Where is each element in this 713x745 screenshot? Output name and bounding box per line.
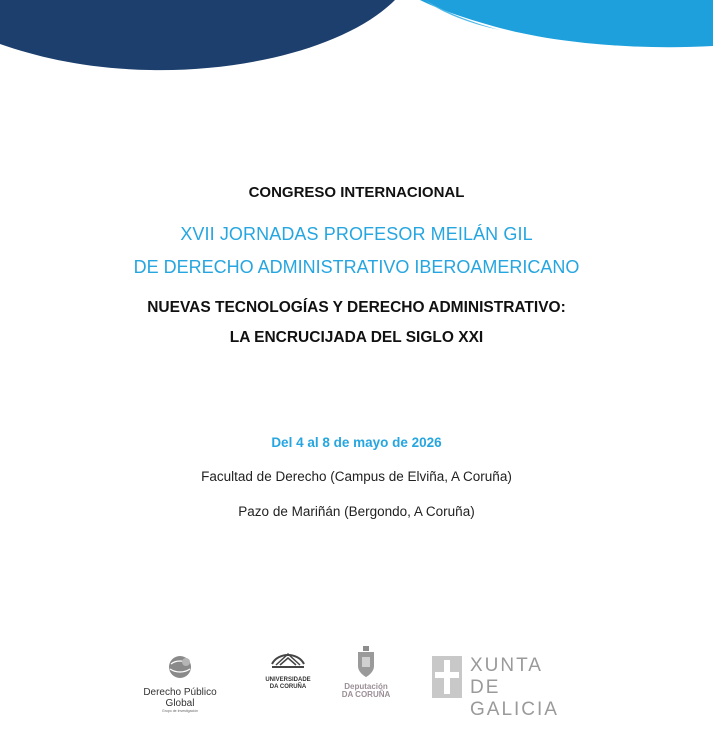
udc-line-1: UNIVERSIDADE xyxy=(265,677,311,683)
udc-line-2: DA CORUÑA xyxy=(269,684,307,690)
xunta-cross-icon xyxy=(432,656,462,698)
subtitle-line-2: LA ENCRUCIJADA DEL SIGLO XXI xyxy=(229,329,484,346)
udc-emblem-icon xyxy=(268,650,308,672)
globe-icon xyxy=(166,654,194,680)
dpg-sub: Grupo de Investigación xyxy=(162,709,198,713)
dpg-name: Derecho Público Global xyxy=(143,687,217,709)
title-line-1: XVII JORNADAS PROFESOR MEILÁN GIL xyxy=(180,224,533,244)
dep-line-2: DA CORUÑA xyxy=(341,690,391,699)
venue-2: Pazo de Mariñán (Bergondo, A Coruña) xyxy=(238,504,475,519)
event-dates: Del 4 al 8 de mayo de 2026 xyxy=(271,435,442,450)
congress-kicker: CONGRESO INTERNACIONAL xyxy=(248,184,465,201)
dep-line-1: Deputación xyxy=(344,682,388,691)
navy-wave xyxy=(0,0,395,70)
derecho-publico-global-logo xyxy=(130,654,230,713)
xunta-line-2: DE GALICIA xyxy=(470,677,559,720)
deputacion-da-coruna-logo xyxy=(338,646,394,704)
coat-of-arms-icon xyxy=(355,646,377,678)
header-wave-decoration xyxy=(0,0,713,80)
venue-1: Facultad de Derecho (Campus de Elviña, A Coruña) xyxy=(201,469,512,484)
xunta-line-1: XUNTA xyxy=(470,655,543,676)
xunta-de-galicia-logo xyxy=(432,655,592,720)
universidade-da-coruna-logo xyxy=(258,650,318,700)
subtitle-line-1: NUEVAS TECNOLOGÍAS Y DERECHO ADMINISTRATIVO: xyxy=(147,299,566,316)
title-line-2: DE DERECHO ADMINISTRATIVO IBEROAMERICANO xyxy=(133,257,580,277)
light-blue-wave xyxy=(420,0,713,47)
